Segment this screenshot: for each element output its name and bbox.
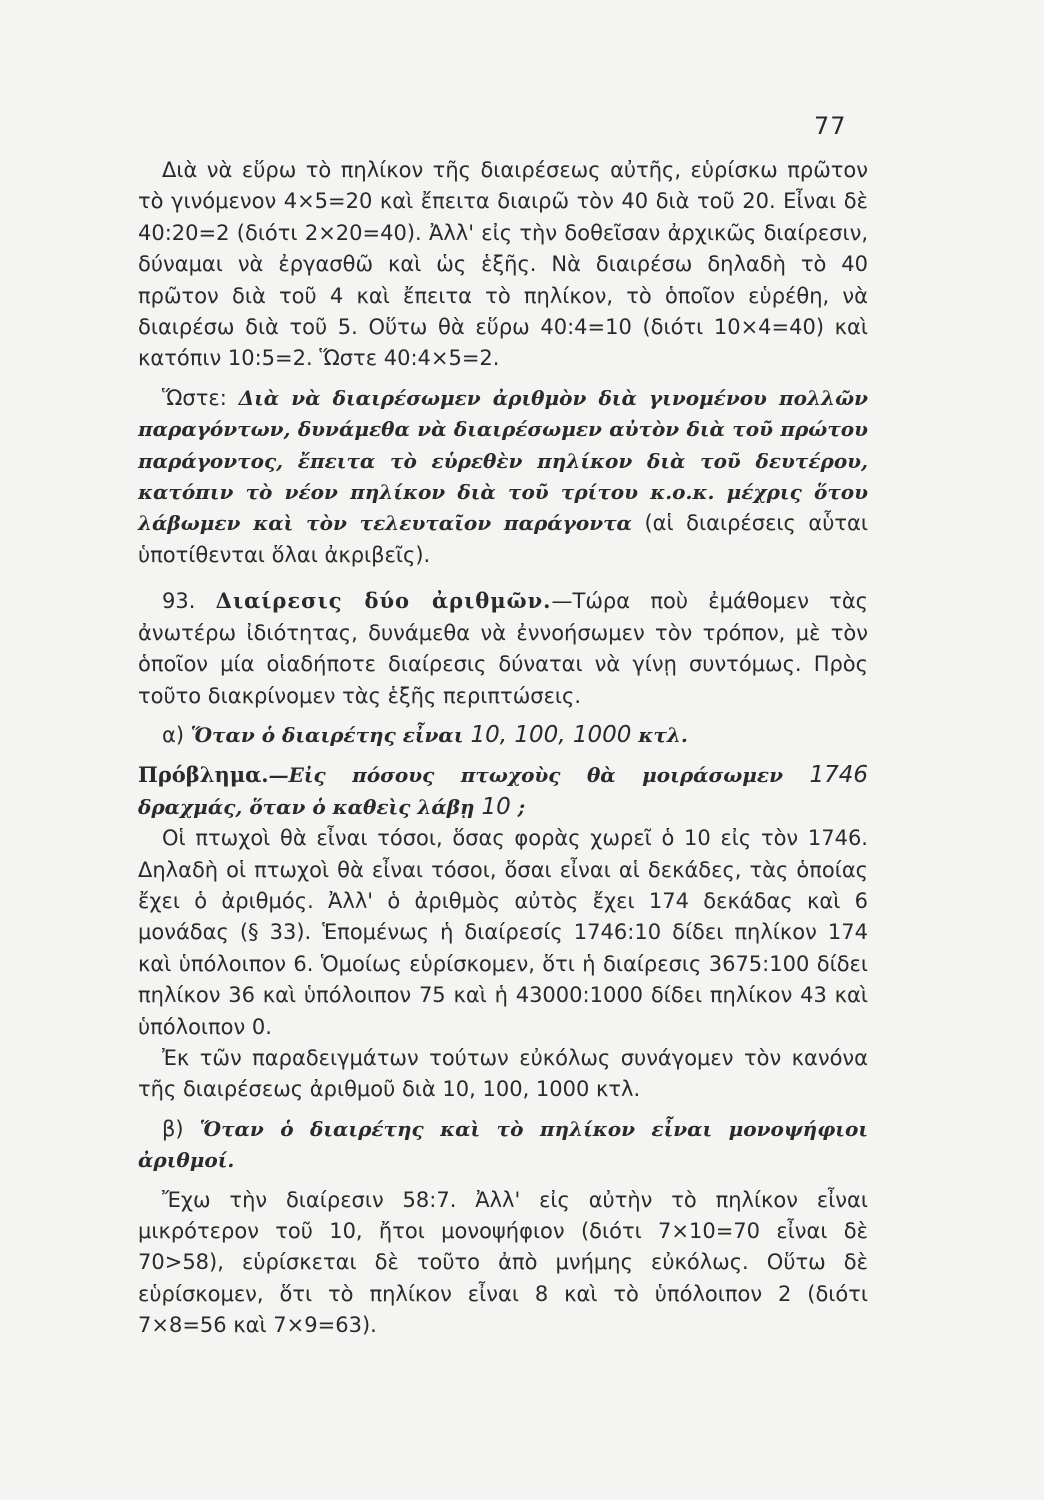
case-a-tail: κτλ.: [631, 722, 688, 747]
rule-emphasis: Διὰ νὰ διαιρέσωμεν ἀριθμὸν διὰ γινομένου πολλῶν παραγόντων, δυνάμεθα νὰ διαιρέσωμεν αὐτὸν διὰ τοῦ πρώτου παράγοντος, ἔπειτα τὸ εὑρεθὲν πηλίκον διὰ τοῦ δευτέρου, κατόπιν τὸ νέον πηλίκον διὰ τοῦ τρίτου κ.ο.κ. μέχρις ὅτου λάβωμεν καὶ τὸν τελευταῖον παράγοντα: [138, 385, 868, 536]
case-a-text: Ὅταν ὁ διαιρέτης εἶναι: [190, 722, 471, 747]
section-title: Διαίρεσις δύο ἀριθμῶν.: [215, 588, 552, 614]
case-b-text: Ὅταν ὁ διαιρέτης καὶ τὸ πηλίκον εἶναι μονοψήφιοι ἀριθμοί.: [138, 1116, 868, 1173]
paragraph-conclusion: [138, 383, 868, 571]
problem-text: —Εἰς πόσους πτωχοὺς θὰ μοιράσωμεν: [268, 763, 810, 788]
case-a-numbers: 10, 100, 1000: [470, 721, 632, 748]
case-a-label: α): [162, 722, 191, 747]
paragraph-division-example: Διὰ νὰ εὕρω τὸ πηλίκον τῆς διαιρέσεως αὐτῆς, εὑρίσκω πρῶτον τὸ γινόμενον 4×5=20 καὶ ἔπειτα διαιρῶ τὸν 40 διὰ τοῦ 20. Εἶναι δὲ 40:20=2 (διότι 2×20=40). Ἀλλ' εἰς τὴν δοθεῖσαν ἀρχικῶς διαίρεσιν, δύναμαι νὰ ἐργασθῶ καὶ ὡς ἑξῆς. Νὰ διαιρέσω δηλαδὴ τὸ 40 πρῶτον διὰ τοῦ 4 καὶ ἔπειτα τὸ πηλίκον, τὸ ὁποῖον εὑρέθη, νὰ διαιρέσω διὰ τοῦ 5. Οὕτω θὰ εὕρω 40:4=10 (διότι 10×4=40) καὶ κατόπιν 10:5=2. Ὥστε 40:4×5=2.: [138, 158, 868, 371]
problem-num-10: 10: [481, 793, 511, 820]
paragraph-single-digit: Ἔχω τὴν διαίρεσιν 58:7. Ἀλλ' εἰς αὐτὴν τὸ πηλίκον εἶναι μικρότερον τοῦ 10, ἤτοι μονοψήφιον (διότι 7×10=70 εἶναι δὲ 70>58), εὑρίσκεται δὲ τοῦτο ἀπὸ μνήμης εὐκόλως. Οὕτω δὲ εὑρίσκομεν, ὅτι τὸ πηλίκον εἶναι 8 καὶ τὸ ὑπόλοιπον 2 (διότι 7×8=56 καὶ 7×9=63).: [138, 1187, 868, 1338]
paragraph-rule: Ἐκ τῶν παραδειγμάτων τούτων εὐκόλως συνάγομεν τὸν κανόνα τῆς διαιρέσεως ἀριθμοῦ διὰ 10, 100, 1000 κτλ.: [138, 1045, 868, 1102]
problem-label: Πρόβλημα.: [138, 762, 269, 788]
problem-num-1746: 1746: [809, 762, 868, 789]
section-number: 93.: [162, 589, 216, 614]
paragraph-poor-solution: Οἱ πτωχοὶ θὰ εἶναι τόσοι, ὅσας φορὰς χωρεῖ ὁ 10 εἰς τὸν 1746. Δηλαδὴ οἱ πτωχοὶ θὰ εἶναι τόσοι, ὅσαι εἶναι αἱ δεκάδες, τὰς ὁποίας ἔχει ὁ ἀριθμός. Ἀλλ' ὁ ἀριθμὸς αὐτὸς ἔχει 174 δεκάδας καὶ 6 μονάδας (§ 33). Ἑπομένως ἡ διαίρεσίς 1746:10 δίδει πηλίκον 174 καὶ ὑπόλοιπον 6. Ὁμοίως εὑρίσκομεν, ὅτι ἡ διαίρεσις 3675:100 δίδει πηλίκον 36 καὶ ὑπόλοιπον 75 καὶ ἡ 43000:1000 δίδει πηλίκον 43 καὶ ὑπόλοιπον 0.: [138, 826, 868, 1039]
case-b-heading: [138, 1114, 868, 1177]
problem-statement: [138, 759, 868, 823]
conclusion-tail: (αἱ διαιρέσεις αὗται ὑποτίθενται ὅλαι ἀκριβεῖς).: [138, 511, 868, 567]
page-number: 77: [814, 112, 847, 140]
problem-end: ;: [510, 794, 526, 819]
section-text: —Τώρα ποὺ ἐμάθομεν τὰς ἀνωτέρω ἰδιότητας, δυνάμεθα νὰ ἐννοήσωμεν τὸν τρόπον, μὲ τὸν ὁποῖον μία οἱαδήποτε διαίρεσις δύναται νὰ γίνῃ συντόμως. Πρὸς τοῦτο διακρίνομεν τὰς ἑξῆς περιπτώσεις.: [138, 589, 868, 708]
page-body: [138, 155, 868, 1342]
section-93: [138, 585, 868, 712]
case-b-label: β): [162, 1116, 200, 1141]
case-a-heading: [138, 720, 868, 751]
conclusion-lead: Ὥστε:: [162, 385, 239, 410]
problem-mid: δραχμάς, ὅταν ὁ καθεὶς λάβῃ: [138, 794, 482, 819]
